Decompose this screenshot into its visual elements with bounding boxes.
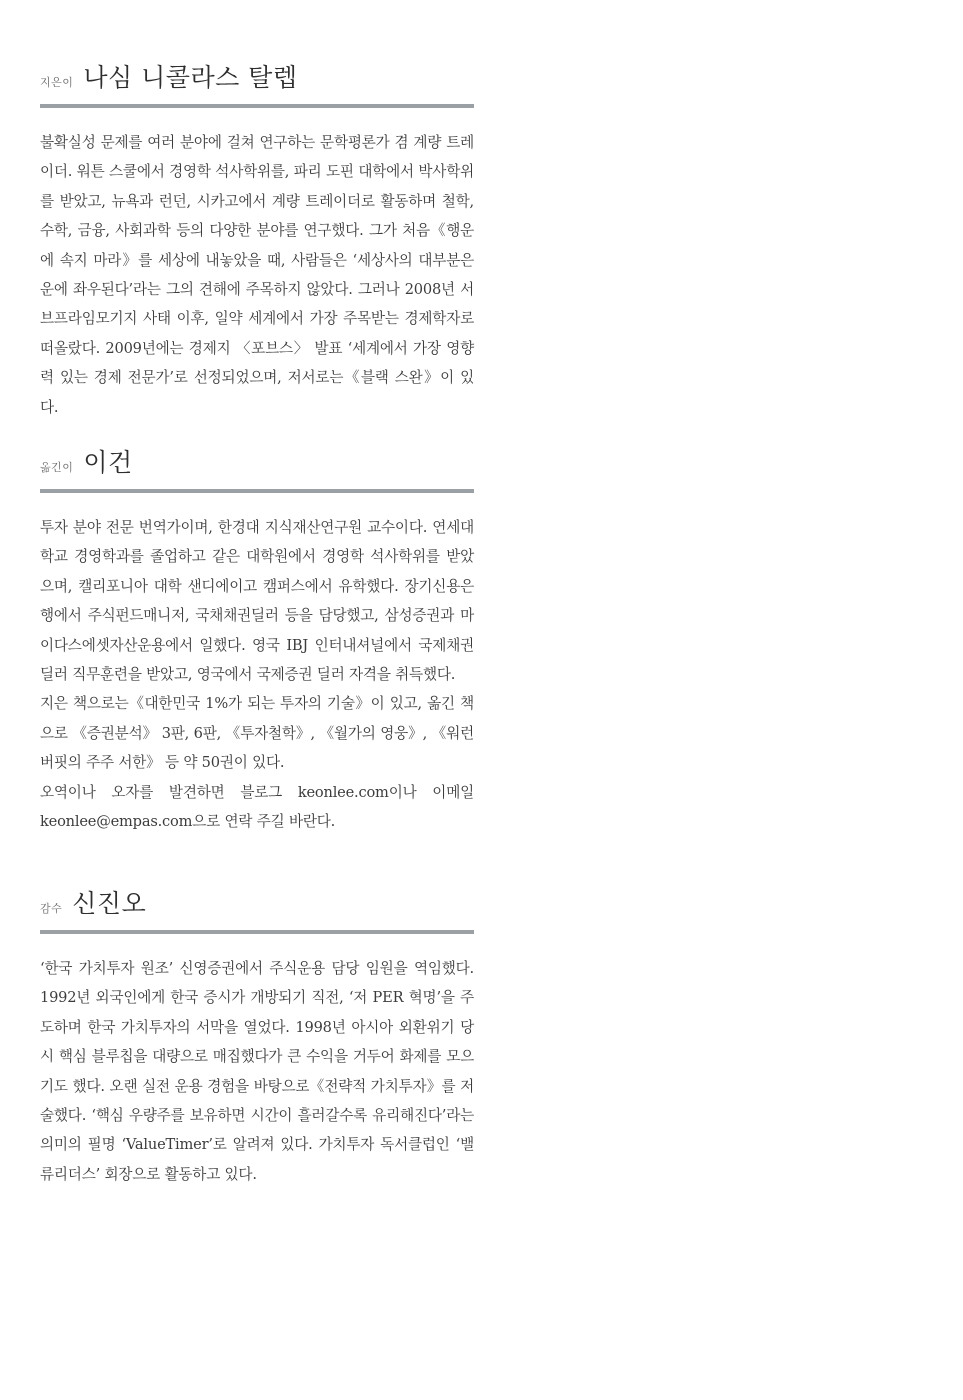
supervisor-bio-paragraph: ‘한국 가치투자 원조’ 신영증권에서 주식운용 담당 임원을 역임했다. 1992년 외국인에게 한국 증시가 개방되기 직전, ‘저 PER 혁명’을 주도하며 한국 가치투자의 서막을 열었다. 1998년 아시아 외환위기 당시 핵심 블루칩을 대량으로 매집했다가 큰 수익을 거두어 화제를 모으기도 했다. 오랜 실전 운용 경험을 바탕으로《전략적 가치투자》를 저술했다. ‘핵심 우량주를 보유하면 시간이 흘러갈수록 유리해진다’라는 의미의 필명 ‘ValueTimer’로 알려져 있다. 가치투자 독서클럽인 ‘밸류리더스’ 회장으로 활동하고 있다. — [40, 960, 474, 1183]
supervisor-section — [40, 884, 474, 1189]
supervisor-bio — [40, 954, 474, 1189]
author-section — [40, 58, 474, 422]
supervisor-role-label: 감수 — [40, 902, 63, 915]
author-divider — [40, 104, 474, 108]
translator-name: 이건 — [83, 448, 133, 477]
translator-section — [40, 443, 474, 836]
translator-contact-paragraph: 오역이나 오자를 발견하면 블로그 keonlee.com이나 이메일 keonlee@empas.com으로 연락 주길 바란다. — [40, 783, 474, 831]
author-name: 나심 니콜라스 탈렙 — [83, 63, 298, 92]
author-heading — [40, 58, 474, 98]
translator-heading — [40, 443, 474, 483]
author-bio-paragraph: 불확실성 문제를 여러 분야에 걸쳐 연구하는 문학평론가 겸 계량 트레이더. 워튼 스쿨에서 경영학 석사학위를, 파리 도핀 대학에서 박사학위를 받았고, 뉴욕과 런던, 시카고에서 계량 트레이더로 활동하며 철학, 수학, 금융, 사회과학 등의 다양한 분야를 연구했다. 그가 처음《행운에 속지 마라》를 세상에 내놓았을 때, 사람들은 ‘세상사의 대부분은 운에 좌우된다’라는 그의 견해에 주목하지 않았다. 그러나 2008년 서브프라임모기지 사태 이후, 일약 세계에서 가장 주목받는 경제학자로 떠올랐다. 2009년에는 경제지 〈포브스〉 발표 ‘세계에서 가장 영향력 있는 경제 전문가’로 선정되었으며, 저서로는《블랙 스완》이 있다. — [40, 134, 474, 416]
author-role-label: 지은이 — [40, 76, 74, 89]
supervisor-heading — [40, 884, 474, 924]
supervisor-divider — [40, 930, 474, 934]
author-bio — [40, 128, 474, 422]
translator-bio-paragraph: 투자 분야 전문 번역가이며, 한경대 지식재산연구원 교수이다. 연세대학교 경영학과를 졸업하고 같은 대학원에서 경영학 석사학위를 받았으며, 캘리포니아 대학 샌디에이고 캠퍼스에서 유학했다. 장기신용은행에서 주식펀드매니저, 국채채권딜러 등을 담당했고, 삼성증권과 마이다스에셋자산운용에서 일했다. 영국 IBJ 인터내셔널에서 국제채권딜러 직무훈련을 받았고, 영국에서 국제증권 딜러 자격을 취득했다. — [40, 519, 474, 684]
translator-divider — [40, 489, 474, 493]
translator-books-paragraph: 지은 책으로는《대한민국 1%가 되는 투자의 기술》이 있고, 옮긴 책으로 《증권분석》 3판, 6판, 《투자철학》, 《월가의 영웅》, 《워런 버핏의 주주 서한》 등 약 50권이 있다. — [40, 695, 474, 772]
translator-bio — [40, 513, 474, 836]
translator-role-label: 옮긴이 — [40, 461, 74, 474]
supervisor-name: 신진오 — [72, 889, 147, 918]
